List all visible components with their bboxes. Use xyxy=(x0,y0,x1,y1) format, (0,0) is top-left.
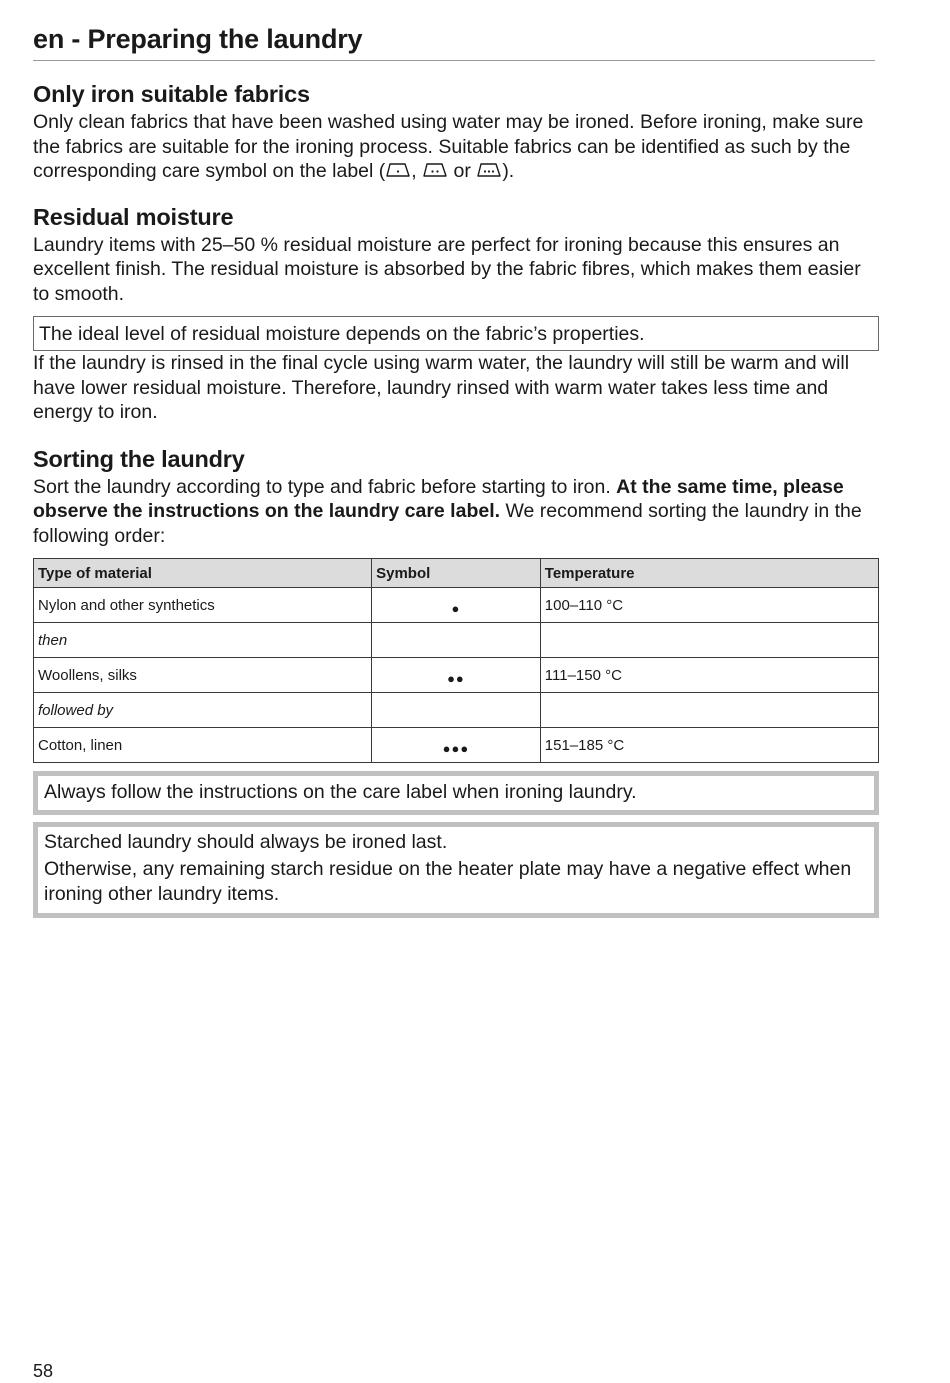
sorting-paragraph xyxy=(33,475,879,549)
table-row xyxy=(34,728,879,763)
ironing-table xyxy=(33,558,879,763)
table-header-row xyxy=(34,559,879,588)
symbol-separator: or xyxy=(448,160,477,182)
symbol-cell: ●● xyxy=(372,658,541,693)
material-cell: Cotton, linen xyxy=(34,728,372,763)
page-title: en - Preparing the laundry xyxy=(33,24,363,54)
material-cell: followed by xyxy=(34,693,372,728)
page-header xyxy=(33,22,875,61)
temperature-cell: 151–185 °C xyxy=(540,728,878,763)
iron-fabrics-text: Only clean fabrics that have been washed using water may be ironed. Before ironing, make sure the fabrics are suitable for the ironing process. Suitable fabrics can be identified as such by the corresponding care symbol on the label ( xyxy=(33,111,864,182)
section-title-iron-fabrics: Only iron suitable fabrics xyxy=(33,81,310,107)
section-title-residual-moisture: Residual moisture xyxy=(33,203,234,230)
column-header-symbol: Symbol xyxy=(372,559,541,588)
iron-one-dot-icon xyxy=(385,161,411,179)
table-row xyxy=(34,623,879,658)
sorting-text-bold: At the same time, please observe the instructions on the laundry care label. xyxy=(33,475,844,522)
starched-warning-line2: Otherwise, any remaining starch residue on the heater plate may have a negative effect when ironing other laundry items. xyxy=(44,858,852,905)
material-cell: then xyxy=(34,623,372,658)
temperature-cell: 100–110 °C xyxy=(540,588,878,623)
warm-water-paragraph: If the laundry is rinsed in the final cycle using warm water, the laundry will still be warm and will have lower residual moisture. Therefore, laundry rinsed with warm water takes less time and energy to iron. xyxy=(33,352,850,423)
info-note-box: The ideal level of residual moisture depends on the fabric’s properties. xyxy=(33,316,879,351)
table-row xyxy=(34,693,879,728)
section-title-sorting: Sorting the laundry xyxy=(33,445,245,472)
table-row xyxy=(34,588,879,623)
iron-fabrics-text-end: ). xyxy=(502,160,515,182)
sorting-text: Sort the laundry according to type and fabric before starting to iron. xyxy=(33,475,617,498)
starched-warning-line1: Starched laundry should always be ironed last. xyxy=(44,831,448,853)
symbol-cell xyxy=(372,693,541,728)
care-label-warning-text: Always follow the instructions on the care label when ironing laundry. xyxy=(44,781,637,803)
symbol-separator: , xyxy=(411,160,423,182)
page-number: 58 xyxy=(33,1361,54,1381)
symbol-cell: ●●● xyxy=(372,728,541,763)
sorting-text-end: We recommend sorting the laundry in the following order: xyxy=(33,500,862,547)
temperature-cell xyxy=(540,693,878,728)
column-header-material: Type of material xyxy=(34,559,372,588)
page-content xyxy=(33,78,879,918)
iron-fabrics-paragraph xyxy=(33,110,879,184)
starched-laundry-warning-box xyxy=(33,822,879,918)
symbol-cell: ● xyxy=(372,588,541,623)
iron-two-dots-icon xyxy=(422,161,448,179)
table-row xyxy=(34,658,879,693)
temperature-cell: 111–150 °C xyxy=(540,658,878,693)
care-label-warning-box xyxy=(33,771,879,815)
temperature-cell xyxy=(540,623,878,658)
material-cell: Nylon and other synthetics xyxy=(34,588,372,623)
column-header-temperature: Temperature xyxy=(540,559,878,588)
material-cell: Woollens, silks xyxy=(34,658,372,693)
residual-moisture-paragraph: Laundry items with 25–50 % residual moisture are perfect for ironing because this ensures an excellent finish. The residual moisture is absorbed by the fabric fibres, which makes them easier to smooth. xyxy=(33,233,861,305)
symbol-cell xyxy=(372,623,541,658)
iron-three-dots-icon xyxy=(476,161,502,179)
